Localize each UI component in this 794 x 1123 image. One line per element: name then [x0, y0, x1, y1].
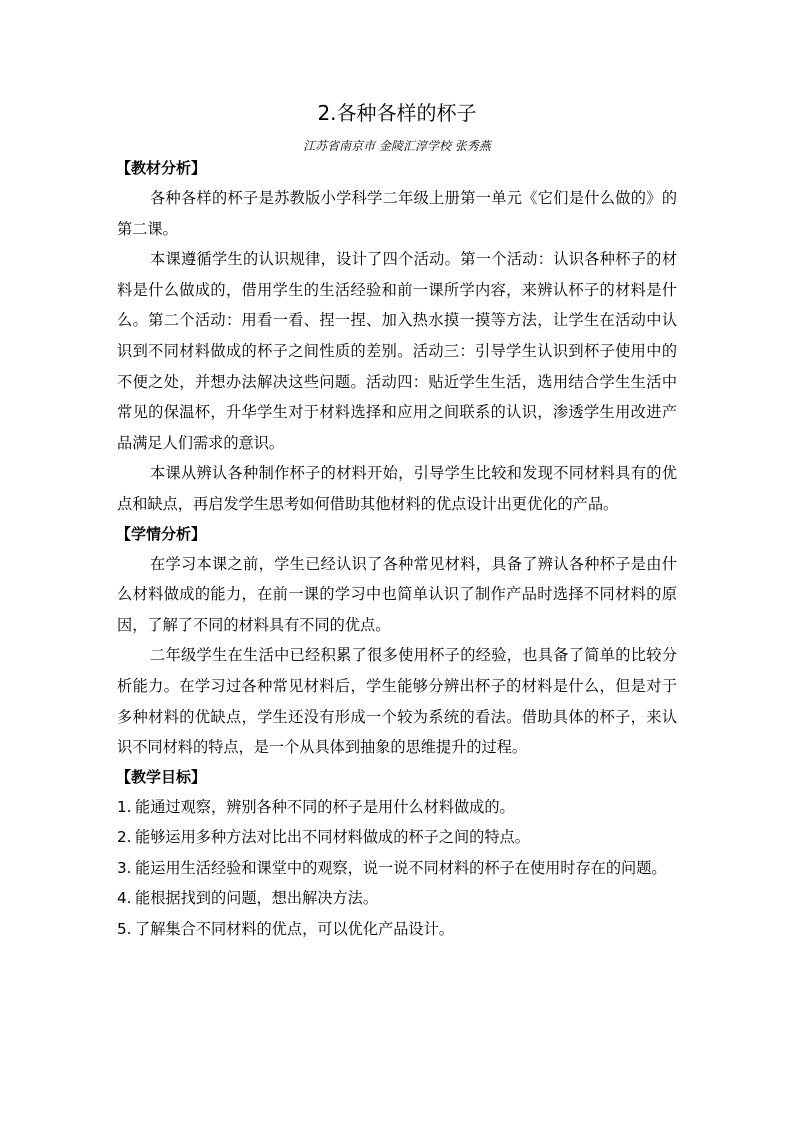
paragraph: 二年级学生在生活中已经积累了很多使用杯子的经验，也具备了简单的比较分析能力。在学习过各种常见材料后，学生能够分辨出杯子的材料是什么，但是对于多种材料的优缺点，学生还没有形成一个较为系统的看法。借助具体的杯子，来认识不同材料的特点，是一个从具体到抽象的思维提升的过程。 [117, 646, 677, 757]
paragraph: 各种各样的杯子是苏教版小学科学二年级上册第一单元《它们是什么做的》的第二课。 [117, 189, 677, 238]
paragraph: 本课遵循学生的认识规律，设计了四个活动。第一个活动：认识各种杯子的材料是什么做成的，借用学生的生活经验和前一课所学内容，来辨认杯子的材料是什么。第二个活动：用看一看、捏一捏、加入热水摸一摸等方法，让学生在活动中认识到不同材料做成的杯子之间性质的差别。活动三：引导学生认识到杯子使用中的不便之处，并想办法解决这些问题。活动四：贴近学生生活，选用结合学生生活中常见的保温杯，升华学生对于材料选择和应用之间联系的认识，渗透学生用改进产品满足人们需求的意识。 [117, 250, 677, 452]
list-item-text: 了解集合不同材料的优点，可以优化产品设计。 [135, 920, 454, 939]
list-item [117, 883, 677, 914]
list-item-number: 4. [117, 889, 132, 908]
list-item-text: 能通过观察，辨别各种不同的杯子是用什么材料做成的。 [135, 797, 515, 816]
paragraph: 在学习本课之前，学生已经认识了各种常见材料，具备了辨认各种杯子是由什么材料做成的能力，在前一课的学习中也简单认识了制作产品时选择不同材料的原因，了解了不同的材料具有不同的优点。 [117, 554, 677, 634]
list-item-text: 能运用生活经验和课堂中的观察，说一说不同材料的杯子在使用时存在的问题。 [135, 858, 667, 877]
section-heading: 【学情分析】 [116, 524, 207, 543]
list-item-number: 5. [117, 920, 132, 939]
section-heading: 【教材分析】 [116, 159, 207, 177]
author-byline: 江苏省南京市 金陵汇淳学校 张秀燕 [303, 139, 491, 153]
document-title: 2.各种各样的杯子 [317, 101, 477, 125]
section-student-analysis [117, 520, 677, 763]
section-teaching-goals [117, 763, 677, 945]
section-textbook-analysis [117, 154, 677, 520]
list-item-number: 2. [117, 828, 132, 847]
list-item [117, 853, 677, 884]
list-item-number: 3. [117, 858, 132, 877]
list-item-number: 1. [117, 797, 132, 816]
list-item-text: 能够运用多种方法对比出不同材料做成的杯子之间的特点。 [135, 828, 530, 847]
list-item [117, 822, 677, 853]
document-page [117, 98, 677, 945]
list-item-text: 能根据找到的问题，想出解决方法。 [135, 889, 378, 908]
list-item [117, 914, 677, 945]
list-item [117, 792, 677, 823]
paragraph: 本课从辨认各种制作杯子的材料开始，引导学生比较和发现不同材料具有的优点和缺点，再启发学生思考如何借助其他材料的优点设计出更优化的产品。 [117, 464, 677, 513]
section-heading: 【教学目标】 [116, 767, 207, 786]
